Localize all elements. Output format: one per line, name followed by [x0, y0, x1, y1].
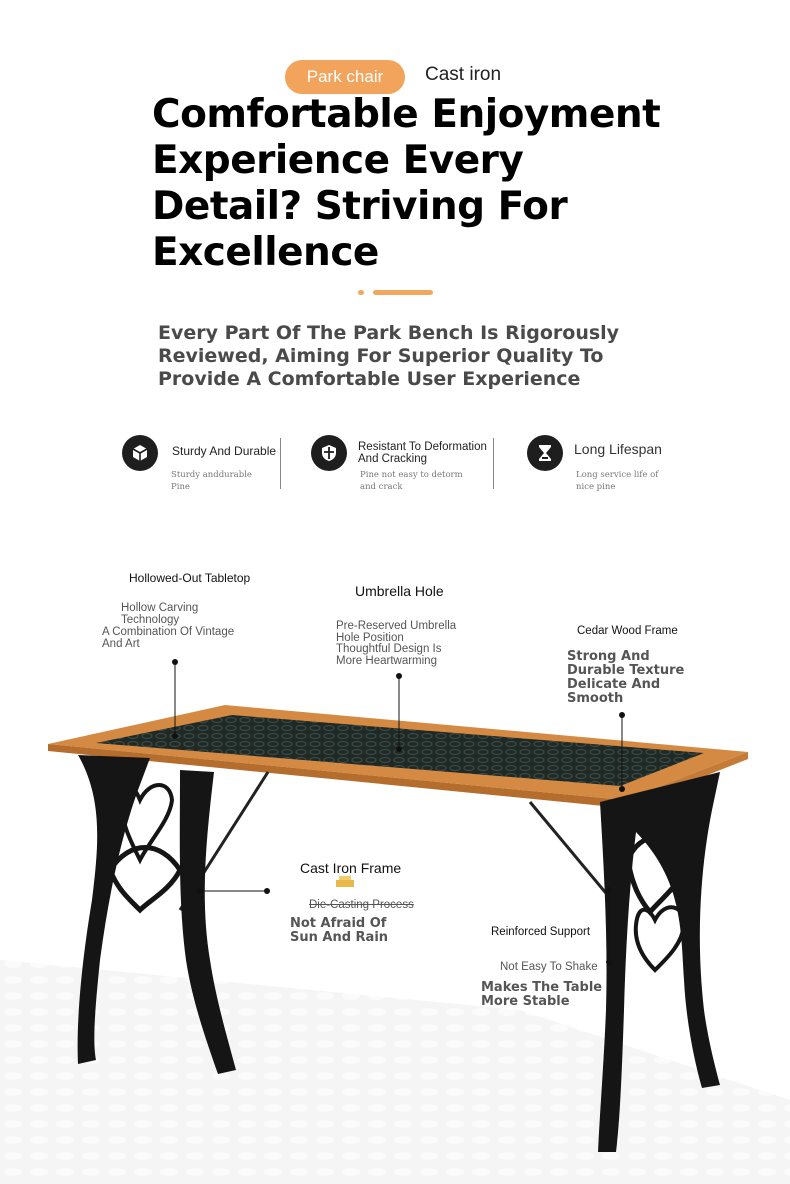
tag-cast-iron: Cast iron: [425, 64, 502, 85]
annotation-tabletop-text: [121, 602, 198, 626]
feature-title: [358, 441, 487, 465]
annotation-line: Makes The Table: [481, 980, 603, 995]
subhead-line: Provide A Comfortable User Experience: [158, 368, 581, 390]
feature-desc: [171, 469, 252, 493]
annotation-line: Hollow Carving: [121, 602, 199, 614]
title-line: Experience Every: [152, 138, 524, 183]
feature-desc-line: Pine not easy to detorm: [360, 470, 463, 480]
page-title: [152, 92, 672, 276]
annotation-cedar-text: [567, 650, 684, 706]
annotation-iron-text: [290, 917, 388, 945]
annotation-support-title: Reinforced Support: [491, 926, 591, 938]
annotation-line: Durable Texture: [567, 663, 685, 678]
title-line: Detail? Striving For: [152, 184, 568, 229]
accent-dot: [358, 290, 364, 295]
cube-icon: [122, 435, 158, 471]
feature-title-line: Resistant To Deformation: [358, 441, 487, 453]
annotation-support-text: [481, 981, 602, 1009]
annotation-line: And Art: [102, 638, 140, 650]
annotation-cedar-title: Cedar Wood Frame: [577, 625, 678, 637]
accent-bar: [373, 290, 433, 295]
feature-desc-line: Long service life of: [576, 470, 659, 480]
annotation-line: Strong And: [567, 649, 650, 664]
feature-desc-line: and crack: [360, 482, 403, 492]
annotation-line: More Heartwarming: [336, 654, 437, 667]
annotation-line: Smooth: [567, 691, 624, 706]
annotation-line: More Stable: [481, 994, 570, 1009]
feature-desc: [360, 469, 463, 493]
annotation-umbrella-text: [336, 621, 456, 667]
feature-desc-line: Sturdy anddurable: [171, 470, 252, 480]
hourglass-icon: [527, 435, 563, 471]
annotation-umbrella-title: Umbrella Hole: [355, 583, 444, 599]
annotation-line: A Combination Of Vintage: [102, 626, 235, 638]
tag-park-chair: Park chair: [285, 60, 405, 94]
annotation-line: Delicate And: [567, 677, 661, 692]
annotation-line: Thoughtful Design Is: [336, 643, 442, 655]
divider: [280, 438, 281, 489]
subhead-line: Every Part Of The Park Bench Is Rigorously: [158, 322, 620, 344]
subheading: [158, 322, 638, 391]
annotation-line: Hole Position: [336, 631, 404, 644]
title-line: Excellence: [152, 230, 379, 275]
annotation-line: Sun And Rain: [290, 930, 389, 945]
feature-title-line: And Cracking: [358, 453, 428, 465]
annotation-line: Technology: [121, 614, 180, 626]
feature-desc: [576, 469, 658, 493]
feature-title: Long Lifespan: [574, 441, 662, 457]
feature-title: Sturdy And Durable: [172, 444, 277, 458]
annotation-iron-process: Die-Casting Process: [309, 899, 414, 911]
annotation-iron-title: Cast Iron Frame: [300, 860, 402, 876]
annotation-line: Pre-Reserved Umbrella: [336, 620, 457, 632]
annotation-line: Not Afraid Of: [290, 916, 387, 931]
feature-desc-line: Pine: [171, 482, 190, 492]
shield-icon: [311, 435, 347, 471]
divider: [493, 438, 494, 489]
annotation-support-sub: Not Easy To Shake: [500, 961, 598, 973]
title-line: Comfortable Enjoyment: [152, 92, 661, 137]
annotation-tabletop-title: Hollowed-Out Tabletop: [129, 571, 251, 585]
annotation-tabletop-text: [102, 626, 234, 650]
subhead-line: Reviewed, Aiming For Superior Quality To: [158, 345, 604, 367]
feature-desc-line: nice pine: [576, 482, 616, 492]
